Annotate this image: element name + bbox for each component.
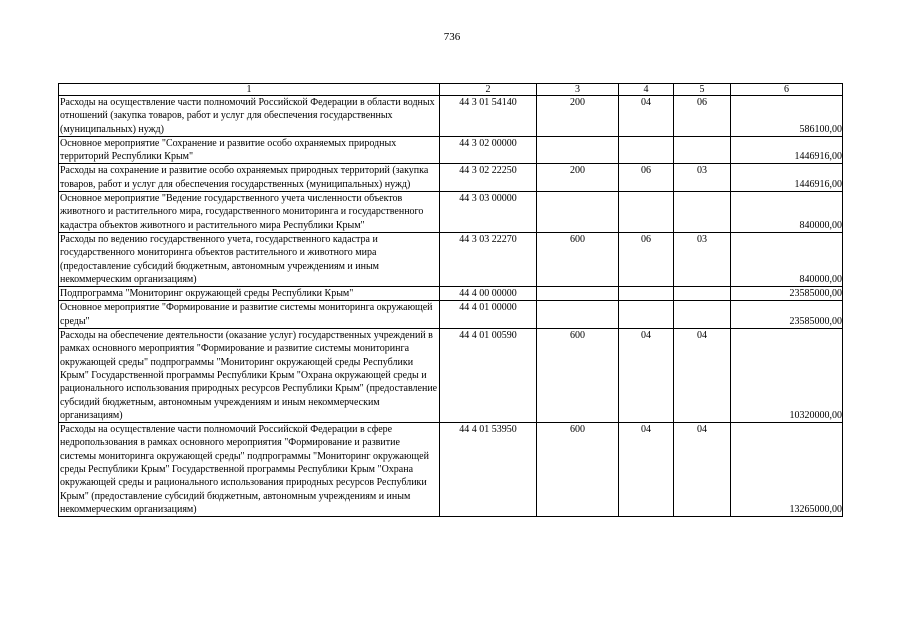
expense-type-cell — [537, 136, 619, 164]
subsection-cell — [674, 287, 731, 301]
table-header-row — [59, 84, 843, 96]
amount-cell: 13265000,00 — [731, 423, 843, 517]
amount-cell: 840000,00 — [731, 232, 843, 286]
subsection-cell: 04 — [674, 423, 731, 517]
target-article-cell: 44 4 01 53950 — [440, 423, 537, 517]
expense-type-cell: 600 — [537, 423, 619, 517]
section-cell: 04 — [619, 329, 674, 423]
column-header: 3 — [537, 84, 619, 96]
expense-type-cell — [537, 301, 619, 329]
row-name-cell: Расходы на осуществление части полномочий Российской Федерации в сфере недропользования в рамках основного мероприятия "Формирование и развитие системы мониторинга окружающей среды" подпрограммы "Мониторинг окружающей среды Республики Крым" Государственной программы Республики Крым "Охрана окружающей среды и рационального использования природных ресурсов Республики Крым" (предоставление субсидий бюджетным, автономным учреждениям и иным некоммерческим организациям) — [59, 423, 440, 517]
expense-type-cell: 200 — [537, 164, 619, 192]
amount-cell: 10320000,00 — [731, 329, 843, 423]
target-article-cell: 44 4 01 00590 — [440, 329, 537, 423]
subsection-cell — [674, 301, 731, 329]
amount-cell: 1446916,00 — [731, 164, 843, 192]
amount-cell: 23585000,00 — [731, 287, 843, 301]
target-article-cell: 44 3 03 00000 — [440, 192, 537, 233]
amount-cell: 1446916,00 — [731, 136, 843, 164]
table-body — [59, 96, 843, 517]
section-cell — [619, 136, 674, 164]
target-article-cell: 44 3 03 22270 — [440, 232, 537, 286]
subsection-cell: 06 — [674, 96, 731, 137]
table-row — [59, 232, 843, 286]
expense-type-cell: 200 — [537, 96, 619, 137]
row-name-cell: Основное мероприятие "Формирование и развитие системы мониторинга окружающей среды" — [59, 301, 440, 329]
subsection-cell: 04 — [674, 329, 731, 423]
page-number: 736 — [443, 31, 461, 43]
amount-cell: 23585000,00 — [731, 301, 843, 329]
row-name-cell: Расходы на обеспечение деятельности (оказание услуг) государственных учреждений в рамках основного мероприятия "Формирование и развитие системы мониторинга окружающей среды" подпрограммы "Мониторинг окружающей среды Республики Крым" Государственной программы Республики Крым "Охрана окружающей среды и рационального использования природных ресурсов Республики Крым" (предоставление субсидий бюджетным, автономным учреждениям и иным некоммерческим организациям) — [59, 329, 440, 423]
section-cell: 06 — [619, 232, 674, 286]
expense-type-cell — [537, 192, 619, 233]
subsection-cell — [674, 136, 731, 164]
row-name-cell: Основное мероприятие "Ведение государственного учета численности объектов животного и растительного мира, государственного мониторинга и государственного кадастра объектов животного и растительного мира Республики Крым" — [59, 192, 440, 233]
amount-cell: 840000,00 — [731, 192, 843, 233]
column-header: 1 — [59, 84, 440, 96]
section-cell: 04 — [619, 96, 674, 137]
section-cell: 04 — [619, 423, 674, 517]
target-article-cell: 44 4 01 00000 — [440, 301, 537, 329]
subsection-cell: 03 — [674, 164, 731, 192]
subsection-cell — [674, 192, 731, 233]
row-name-cell: Расходы по ведению государственного учета, государственного кадастра и государственного мониторинга объектов растительного и животного мира (предоставление субсидий бюджетным, автономным учреждениям и иным некоммерческим организациям) — [59, 232, 440, 286]
row-name-cell: Основное мероприятие "Сохранение и развитие особо охраняемых природных территорий Республики Крым" — [59, 136, 440, 164]
table-row — [59, 136, 843, 164]
table-row — [59, 164, 843, 192]
expense-type-cell: 600 — [537, 232, 619, 286]
table-row — [59, 301, 843, 329]
target-article-cell: 44 3 02 22250 — [440, 164, 537, 192]
row-name-cell: Расходы на сохранение и развитие особо охраняемых природных территорий (закупка товаров, работ и услуг для обеспечения государственных (муниципальных) нужд) — [59, 164, 440, 192]
budget-table — [58, 83, 843, 517]
row-name-cell: Расходы на осуществление части полномочий Российской Федерации в области водных отношений (закупка товаров, работ и услуг для обеспечения государственных (муниципальных) нужд) — [59, 96, 440, 137]
expense-type-cell — [537, 287, 619, 301]
table-row — [59, 192, 843, 233]
section-cell — [619, 301, 674, 329]
amount-cell: 586100,00 — [731, 96, 843, 137]
section-cell — [619, 192, 674, 233]
column-header: 2 — [440, 84, 537, 96]
column-header: 6 — [731, 84, 843, 96]
target-article-cell: 44 4 00 00000 — [440, 287, 537, 301]
row-name-cell: Подпрограмма "Мониторинг окружающей среды Республики Крым" — [59, 287, 440, 301]
target-article-cell: 44 3 02 00000 — [440, 136, 537, 164]
subsection-cell: 03 — [674, 232, 731, 286]
table-row — [59, 96, 843, 137]
table-row — [59, 423, 843, 517]
table-row — [59, 287, 843, 301]
section-cell: 06 — [619, 164, 674, 192]
table-row — [59, 329, 843, 423]
section-cell — [619, 287, 674, 301]
column-header: 5 — [674, 84, 731, 96]
column-header: 4 — [619, 84, 674, 96]
target-article-cell: 44 3 01 54140 — [440, 96, 537, 137]
expense-type-cell: 600 — [537, 329, 619, 423]
